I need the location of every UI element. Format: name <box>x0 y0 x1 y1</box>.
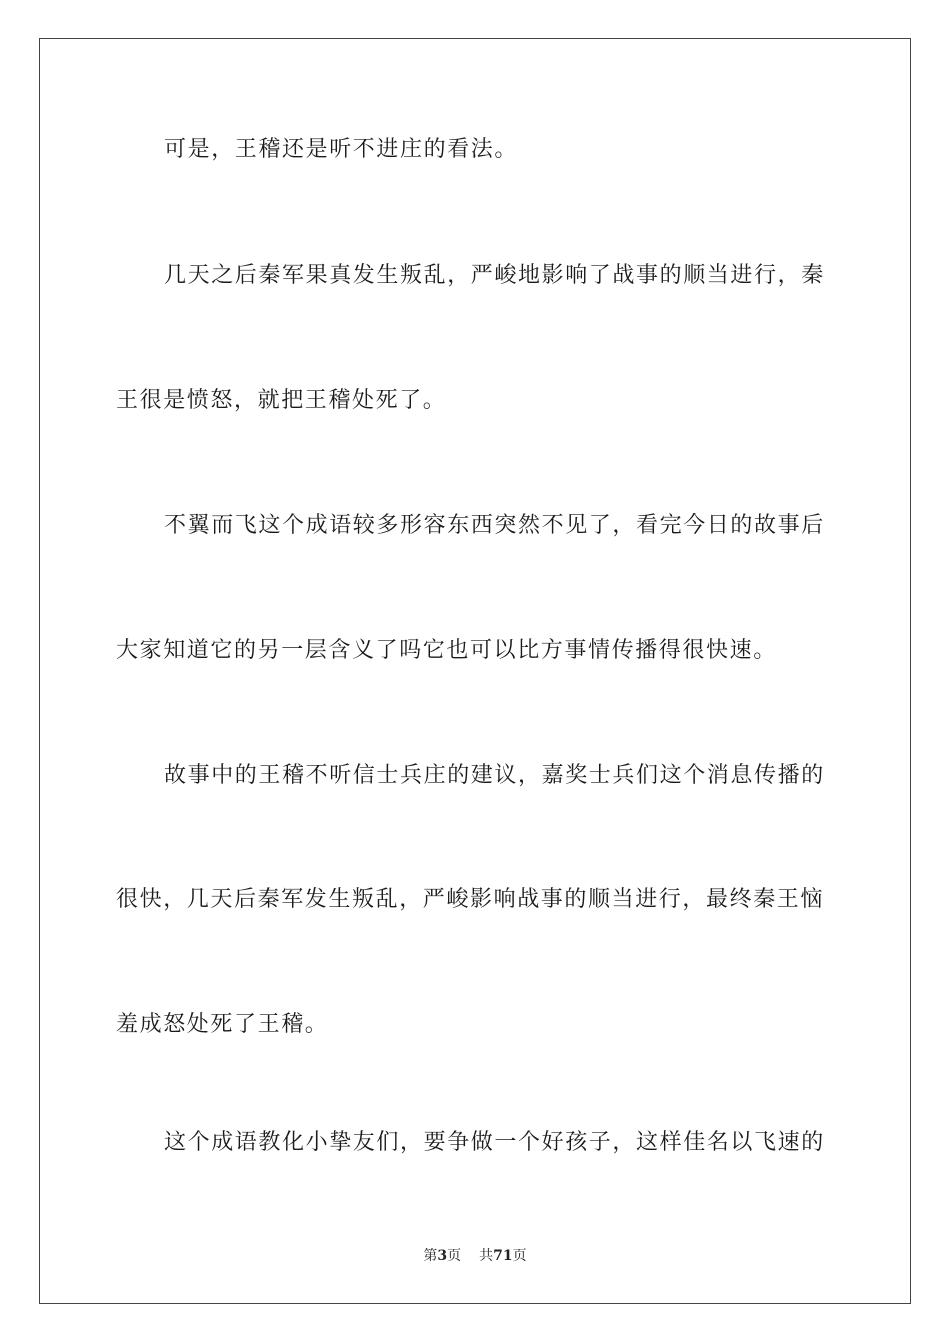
footer-total-pages: 71 <box>493 1248 513 1264</box>
footer-page-suffix: 页 <box>447 1248 462 1264</box>
paragraph-line: 大家知道它的另一层含义了吗它也可以比方事情传播得很快速。 <box>116 638 777 663</box>
paragraph-line: 不翼而飞这个成语较多形容东西突然不见了，看完今日的故事后 <box>164 513 825 538</box>
paragraph-line: 几天之后秦军果真发生叛乱，严峻地影响了战事的顺当进行，秦 <box>164 263 825 288</box>
page-footer <box>0 1246 950 1266</box>
footer-page-number: 3 <box>437 1248 448 1264</box>
paragraph-line: 王很是愤怒，就把王稽处死了。 <box>116 388 447 413</box>
footer-total-prefix: 共 <box>479 1248 494 1264</box>
footer-total-suffix: 页 <box>512 1248 527 1264</box>
paragraph-line: 故事中的王稽不听信士兵庄的建议，嘉奖士兵们这个消息传播的 <box>164 763 825 788</box>
page-border <box>39 38 911 1304</box>
paragraph-line: 羞成怒处死了王稽。 <box>116 1012 329 1037</box>
footer-prefix: 第 <box>423 1248 438 1264</box>
paragraph-line: 很快，几天后秦军发生叛乱，严峻影响战事的顺当进行，最终秦王恼 <box>116 887 825 912</box>
paragraph-line: 可是，王稽还是听不进庄的看法。 <box>164 137 519 162</box>
paragraph-line: 这个成语教化小挚友们，要争做一个好孩子，这样佳名以飞速的 <box>164 1130 825 1155</box>
